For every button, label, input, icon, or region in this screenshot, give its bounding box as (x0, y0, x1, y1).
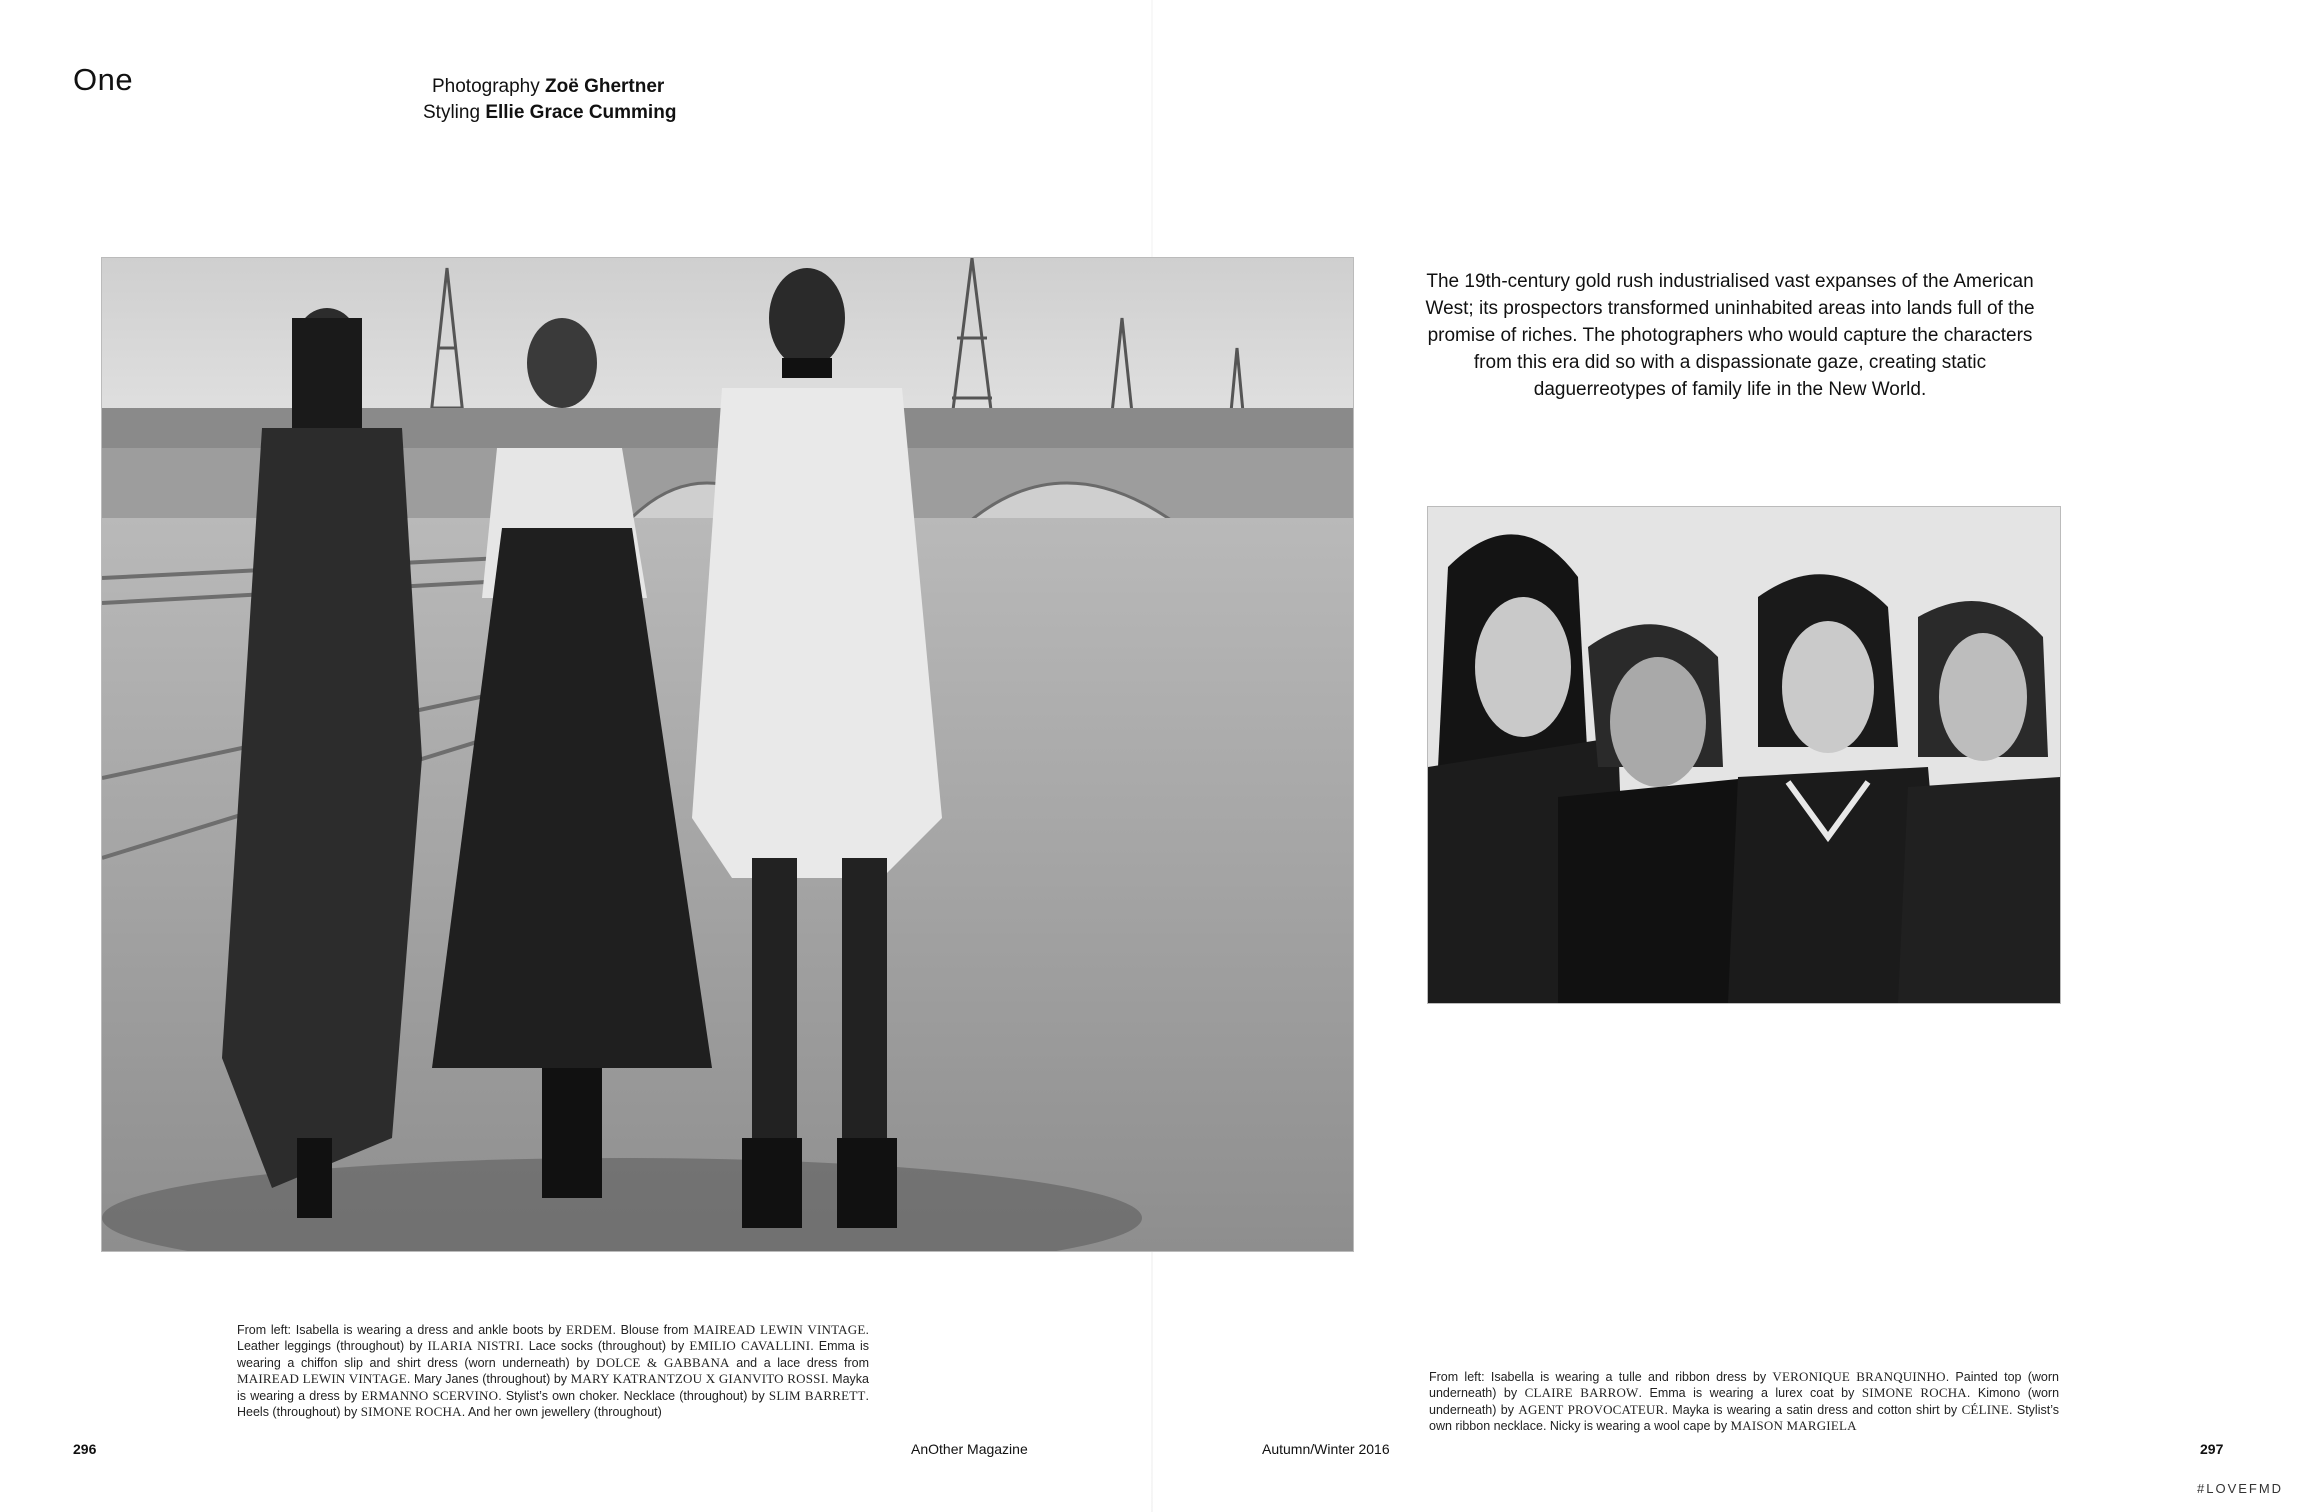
section-title: One (73, 62, 134, 97)
photographer-name: Zoë Ghertner (545, 76, 665, 97)
photography-label: Photography (432, 76, 540, 97)
caption-text: . Leather leggings (throughout) by (237, 1323, 869, 1354)
brand-name: MAISON MARGIELA (1730, 1418, 1857, 1434)
caption-text: From left: Isabella is wearing a tulle and ribbon dress by (1429, 1370, 1773, 1384)
caption-text: . Emma is wearing a lurex coat by (1638, 1386, 1862, 1401)
magazine-name: AnOther Magazine (911, 1441, 1028, 1457)
brand-name: CLAIRE BARROW (1524, 1385, 1639, 1401)
caption-text: and a lace dress from (729, 1355, 870, 1370)
caption-text: . Lace socks (throughout) by (520, 1339, 690, 1354)
caption-text: From left: Isabella is wearing a dress and ankle boots by (237, 1323, 566, 1337)
issue-season: Autumn/Winter 2016 (1262, 1441, 1390, 1457)
caption-text: . Emma is wearing a chiffon slip and shirt dress (worn underneath) by (237, 1339, 869, 1370)
main-photograph-illustration (102, 258, 1353, 1251)
caption-text: . Stylist’s own ribbon necklace. Nicky is wearing a wool cape by (1429, 1402, 2059, 1434)
caption-text: . Painted top (worn underneath) by (1429, 1370, 2059, 1401)
brand-name: EMILIO CAVALLINI (689, 1338, 811, 1354)
brand-name: SIMONE ROCHA (360, 1404, 462, 1420)
brand-name: ERDEM (566, 1322, 613, 1337)
caption-text: . Stylist’s own choker. Necklace (throughout) by (498, 1388, 769, 1403)
styling-label: Styling (423, 102, 481, 123)
page-number-right: 297 (2200, 1441, 2224, 1457)
caption-text: . Mayka is wearing a dress by (237, 1372, 869, 1403)
group-portrait-illustration (1428, 507, 2060, 1003)
brand-name: SLIM BARRETT (768, 1387, 866, 1403)
main-photograph (101, 257, 1354, 1252)
caption-text: . Mayka is wearing a satin dress and cotton shirt by (1664, 1402, 1962, 1417)
brand-name: CÉLINE (1961, 1401, 2009, 1417)
brand-name: VERONIQUE BRANQUINHO (1772, 1369, 1946, 1384)
watermark: #LOVEFMD (2197, 1481, 2284, 1496)
brand-name: MARY KATRANTZOU X GIANVITO ROSSI (570, 1371, 826, 1387)
caption-text: . Kimono (worn underneath) by (1429, 1386, 2060, 1417)
page-number-left: 296 (73, 1441, 97, 1457)
brand-name: MAIREAD LEWIN VINTAGE (237, 1371, 407, 1387)
group-portrait-photograph (1427, 506, 2061, 1004)
stylist-name: Ellie Grace Cumming (485, 102, 677, 123)
styling-credit (423, 102, 676, 124)
intro-paragraph: The 19th-century gold rush industrialised vast expanses of the American West; its prospectors transformed uninhabited areas into lands full of the promise of riches. The photographers who would capture the characters from this era did so with a dispassionate gaze, creating static daguerreotypes of family life in the New World. (1425, 271, 2035, 400)
brand-name: MAIREAD LEWIN VINTAGE (693, 1322, 866, 1337)
caption-text: . Mary Janes (throughout) by (406, 1372, 571, 1387)
caption-text: . Heels (throughout) by (237, 1388, 869, 1420)
brand-name: SIMONE ROCHA (1861, 1385, 1967, 1401)
brand-name: DOLCE & GABBANA (596, 1354, 730, 1370)
caption-text: . Blouse from (612, 1323, 694, 1337)
caption-text: . And her own jewellery (throughout) (461, 1405, 662, 1420)
brand-name: ERMANNO SCERVINO (361, 1387, 499, 1403)
caption-left (237, 1322, 869, 1420)
caption-right (1429, 1369, 2059, 1435)
brand-name: ILARIA NISTRI (427, 1338, 521, 1354)
brand-name: AGENT PROVOCATEUR (1518, 1401, 1665, 1417)
photography-credit (432, 76, 664, 98)
